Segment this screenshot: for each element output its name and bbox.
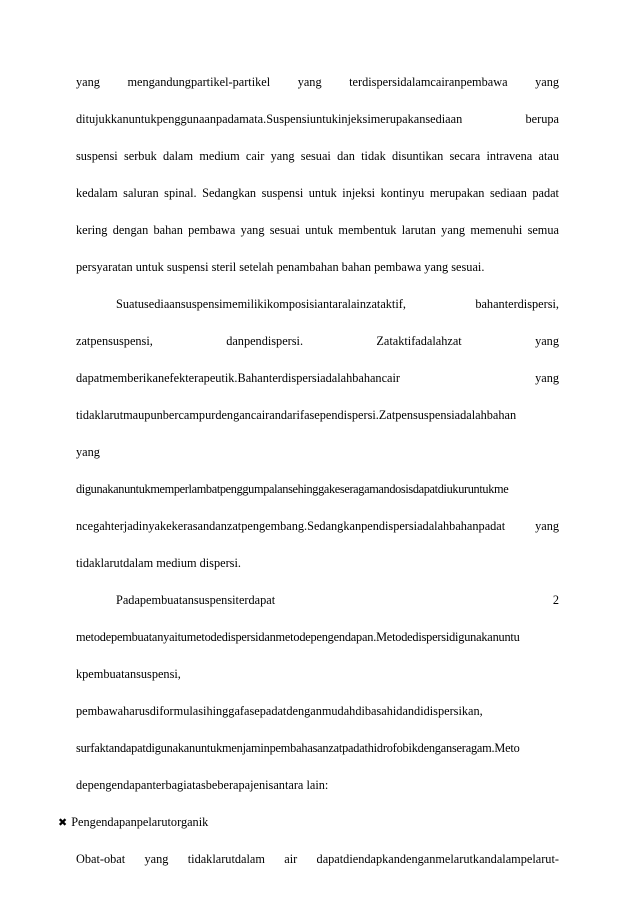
word: yang <box>535 519 559 533</box>
text-line-14: tidaklarutdalam medium dispersi. <box>76 556 241 570</box>
word: dapatmemberikanefekterapeutik.Bahanterdispersiadalahbahancair <box>76 371 401 385</box>
text-line-2 <box>76 111 559 127</box>
word: merupakan <box>429 186 485 200</box>
text-line-5 <box>76 222 559 238</box>
word: padat <box>532 186 559 200</box>
word: sesuai <box>269 223 300 237</box>
word: yang <box>535 334 559 348</box>
word: bahanterdispersi, <box>475 297 559 311</box>
text-line-13 <box>76 518 559 534</box>
word: Padapembuatansuspensiterdapat <box>116 593 276 607</box>
word: cair <box>245 149 265 163</box>
word: 2 <box>552 593 559 607</box>
word: sesuai <box>300 149 331 163</box>
word: serbuk <box>123 149 157 163</box>
word: semua <box>527 223 559 237</box>
word: yang <box>270 149 295 163</box>
word: secara <box>449 149 481 163</box>
word: membentuk <box>338 223 397 237</box>
word: dengan <box>112 223 149 237</box>
text-line-8 <box>76 333 559 349</box>
bullet-text: Pengendapanpelarutorganik <box>71 815 209 829</box>
word: atau <box>538 149 559 163</box>
word: Obat-obat <box>76 852 126 866</box>
word: yang <box>535 371 559 385</box>
word: Suatusediaansuspensimemilikikomposisiantaralainzataktif, <box>116 297 406 311</box>
word: yang <box>297 75 322 89</box>
text-line-20: depengendapanterbagiatasbeberapajenisantara lain: <box>76 778 329 792</box>
word: kering <box>76 223 108 237</box>
word: suspensi <box>76 149 118 163</box>
word: suspensi <box>261 186 304 200</box>
text-line-1 <box>76 74 559 90</box>
text-line-16: metodepembuatanyaitumetodedispersidanmetodepengendapan.Metodedispersidigunakanuntu <box>76 630 520 644</box>
word: spinal. <box>164 186 197 200</box>
text-line-3 <box>76 148 559 164</box>
word: yang <box>144 852 169 866</box>
word: sediaan <box>489 186 527 200</box>
text-line-19: surfaktandapatdigunakanuntukmenjaminpembahasanzatpadathidrofobikdenganseragam.Meto <box>76 741 520 755</box>
text-line-17: kpembuatansuspensi, <box>76 667 181 681</box>
word: zatpensuspensi, <box>76 334 153 348</box>
word: memenuhi <box>470 223 523 237</box>
word: bahan <box>153 223 183 237</box>
word: yang <box>240 223 265 237</box>
cross-bullet-icon: ✖ <box>58 816 68 829</box>
text-line-6: persyaratan untuk suspensi steril setelah penambahan bahan pembawa yang sesuai. <box>76 260 485 274</box>
word: ncegahterjadinyakekerasandanzatpengembang.Sedangkanpendispersiadalahbahanpadat <box>76 519 506 533</box>
word: tidaklarutdalam <box>187 852 265 866</box>
word: pembawa <box>188 223 236 237</box>
text-line-15 <box>116 592 559 608</box>
word: Sedangkan <box>202 186 257 200</box>
word: dapatdiendapkandenganmelarutkandalampelarut- <box>316 852 559 866</box>
word: dalam <box>163 149 194 163</box>
word: untuk <box>305 223 334 237</box>
word: kontinyu <box>380 186 425 200</box>
text-line-10: tidaklarutmaupunbercampurdengancairandarifasependispersi.Zatpensuspensiadalahbahan <box>76 408 517 422</box>
word: Zataktifadalahzat <box>376 334 462 348</box>
word: mengandungpartikel-partikel <box>127 75 271 89</box>
word: air <box>284 852 298 866</box>
word: dan <box>337 149 355 163</box>
text-line-18: pembawaharusdiformulasihinggafasepadatdenganmudahdibasahidandidispersikan, <box>76 704 483 718</box>
text-line-7 <box>116 296 559 312</box>
word: yang <box>535 75 559 89</box>
word: saluran <box>123 186 159 200</box>
text-line-4 <box>76 185 559 201</box>
word: intravena <box>486 149 533 163</box>
word: disuntikan <box>392 149 444 163</box>
text-line-22 <box>76 851 559 867</box>
word: yang <box>76 75 100 89</box>
word: untuk <box>308 186 337 200</box>
word: injeksi <box>342 186 376 200</box>
word: terdispersidalamcairanpembawa <box>349 75 508 89</box>
word: tidak <box>361 149 386 163</box>
text-line-9 <box>76 370 559 386</box>
word: danpendispersi. <box>226 334 304 348</box>
bullet-item <box>58 814 558 831</box>
word: yang <box>441 223 466 237</box>
word: ditujukkanuntukpenggunaanpadamata.Suspensiuntukinjeksimerupakansediaan <box>76 112 463 126</box>
word: berupa <box>525 112 559 126</box>
word: larutan <box>401 223 436 237</box>
text-line-11: yang <box>76 445 100 459</box>
word: medium <box>199 149 240 163</box>
word: kedalam <box>76 186 118 200</box>
text-line-12: digunakanuntukmemperlambatpenggumpalansehinggakeseragamandosisdapatdiukuruntukme <box>76 482 509 496</box>
